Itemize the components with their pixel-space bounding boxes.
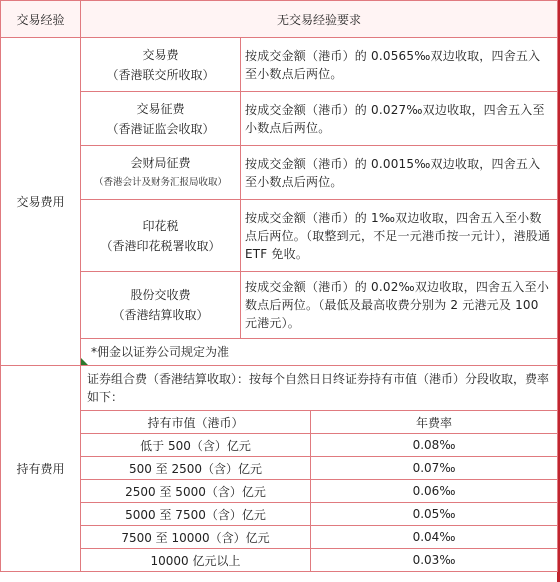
fee-name-cell: [81, 272, 241, 339]
rate-cell: 0.05‰: [311, 503, 558, 526]
table-row: [1, 526, 558, 549]
fee-description: 按成交金额（港币）的 0.0565‰双边收取，四舍五入至小数点后两位。: [241, 38, 558, 92]
table-row: [1, 457, 558, 480]
fee-collector: （香港结算收取）: [112, 308, 209, 322]
fee-name-cell: [81, 146, 241, 200]
holding-intro-row: [1, 366, 558, 411]
fee-description: 按成交金额（港币）的 1‰双边收取，四舍五入至小数点后两位。（取整到元，不足一元港币按一元计），港股通 ETF 免收。: [241, 200, 558, 272]
fee-description: 按成交金额（港币）的 0.02‰双边收取，四舍五入至小数点后两位。（最低及最高收费分别为 2 元港元及 100 元港元）。: [241, 272, 558, 339]
note-row: [1, 339, 558, 366]
fee-collector: （香港证监会收取）: [106, 121, 215, 136]
range-cell: 500 至 2500（含）亿元: [81, 457, 311, 480]
fee-name: 股份交收费: [130, 288, 191, 302]
trading-fees-label: 交易费用: [1, 38, 81, 366]
fee-collector: （香港印花税署收取）: [100, 238, 221, 253]
fee-description: 按成交金额（港币）的 0.0015‰双边收取，四舍五入至小数点后两位。: [241, 146, 558, 200]
fee-collector: （香港会计及财务汇报局收取）: [93, 176, 227, 188]
fee-name: 会财局征费: [130, 155, 191, 170]
table-row: [1, 434, 558, 457]
table-row: [1, 503, 558, 526]
fee-name: 交易征费: [136, 101, 185, 116]
trading-fee-row: [1, 92, 558, 146]
holding-fees-label: 持有费用: [1, 366, 81, 572]
fee-name: 交易费: [142, 47, 179, 62]
trading-fee-row: [1, 272, 558, 339]
table-row: [1, 549, 558, 572]
column-header-value: 持有市值（港币）: [81, 411, 311, 434]
fee-description: 按成交金额（港币）的 0.027‰双边收取，四舍五入至小数点后两位。: [241, 92, 558, 146]
trading-fee-row: [1, 146, 558, 200]
rate-cell: 0.08‰: [311, 434, 558, 457]
holding-header-row: [1, 411, 558, 434]
holding-fee-intro: 证券组合费（香港结算收取）：按每个自然日日终证券持有市值（港币）分段收取，费率如下：: [81, 366, 558, 411]
rate-cell: 0.07‰: [311, 457, 558, 480]
rate-cell: 0.03‰: [311, 549, 558, 572]
header-right-cell: 无交易经验要求: [81, 1, 558, 38]
range-cell: 2500 至 5000（含）亿元: [81, 480, 311, 503]
trading-fee-row: [1, 200, 558, 272]
header-left-cell: 交易经验: [1, 1, 81, 38]
fee-collector: （香港联交所收取）: [106, 67, 215, 82]
fee-name-cell: [81, 200, 241, 272]
fee-name: 印花税: [142, 218, 179, 233]
fee-name-cell: [81, 38, 241, 92]
column-header-rate: 年费率: [311, 411, 558, 434]
rate-cell: 0.06‰: [311, 480, 558, 503]
range-cell: 5000 至 7500（含）亿元: [81, 503, 311, 526]
commission-note: *佣金以证券公司规定为准: [91, 345, 230, 359]
range-cell: 低于 500（含）亿元: [81, 434, 311, 457]
table-row: [1, 480, 558, 503]
fee-name-cell: [81, 92, 241, 146]
header-row: [1, 1, 558, 38]
commission-note-cell: [81, 339, 558, 366]
corner-marker-icon: [81, 358, 88, 365]
rate-cell: 0.04‰: [311, 526, 558, 549]
trading-fee-row: [1, 38, 558, 92]
range-cell: 10000 亿元以上: [81, 549, 311, 572]
range-cell: 7500 至 10000（含）亿元: [81, 526, 311, 549]
